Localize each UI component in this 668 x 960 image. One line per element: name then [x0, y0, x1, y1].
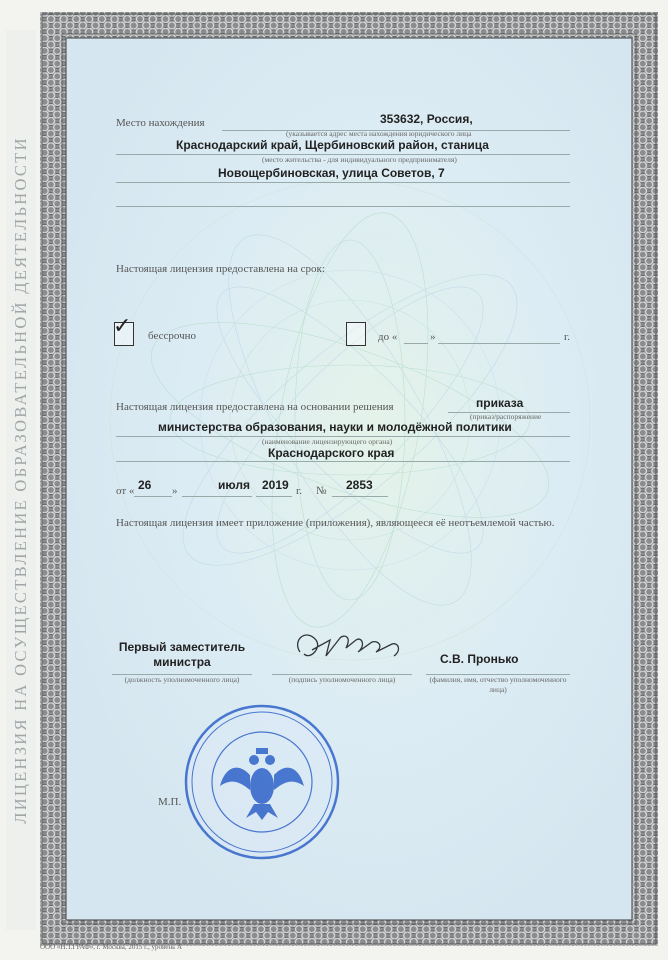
location-label: Место нахождения — [116, 117, 205, 129]
month-value: июля — [218, 478, 250, 492]
location-line-1: 353632, Россия, — [380, 112, 473, 126]
day-line — [134, 496, 172, 497]
year-value: 2019 — [262, 478, 289, 492]
date-prefix: от « — [116, 485, 135, 497]
until-mid: » — [430, 331, 436, 343]
until-checkbox[interactable] — [346, 322, 366, 346]
term-label: Настоящая лицензия предоставлена на срок: — [116, 263, 325, 275]
month-line — [182, 496, 252, 497]
signer-name: С.В. Пронько — [440, 652, 519, 666]
location-line-2: Краснодарский край, Щербиновский район, станица — [176, 138, 489, 152]
organ-caption: (наименование лицензирующего органа) — [262, 437, 393, 446]
location-caption-2: (место жительства - для индивидуального предпринимателя) — [262, 155, 457, 164]
decision-type: приказа — [476, 396, 524, 410]
printer-footer: ООО «Н.Т.ГРАФ», г. Москва, 2015 г., уровень А — [40, 943, 183, 951]
signature-image — [290, 628, 410, 670]
indefinite-label: бессрочно — [148, 330, 197, 342]
number-value: 2853 — [346, 478, 373, 492]
location-caption-1: (указывается адрес места нахождения юридического лица — [286, 129, 472, 138]
until-prefix: до « — [378, 331, 398, 343]
location-underline-3 — [116, 182, 570, 183]
basis-label: Настоящая лицензия предоставлена на основании решения — [116, 401, 394, 413]
checkmark-icon: ✓ — [113, 314, 132, 339]
organ-name: министерства образования, науки и молодёжной политики — [158, 420, 512, 434]
side-title — [6, 30, 36, 930]
year-suffix: г. — [296, 485, 303, 497]
region-line — [116, 461, 570, 462]
location-underline-4 — [116, 206, 570, 207]
position-caption: (должность уполномоченного лица) — [124, 675, 240, 684]
until-suffix: г. — [564, 331, 571, 343]
number-sign: № — [316, 485, 327, 497]
decision-caption: (приказ/распоряжение — [470, 412, 542, 421]
appendix-text: Настоящая лицензия имеет приложение (приложения), являющееся её неотъемлемой частью. — [116, 517, 555, 529]
name-caption: (фамилия, имя, отчество уполномоченного лица) — [429, 675, 567, 694]
region-name: Краснодарского края — [268, 446, 395, 460]
year-line — [256, 496, 292, 497]
signer-position: Первый заместитель министра — [118, 640, 246, 669]
official-stamp — [186, 706, 338, 858]
until-day-line — [404, 343, 428, 344]
side-title-text: ЛИЦЕНЗИЯ НА ОСУЩЕСТВЛЕНИЕ ОБРАЗОВАТЕЛЬНОЙ ДЕЯТЕЛЬНОСТИ — [11, 136, 30, 824]
day-value: 26 — [138, 478, 152, 492]
signature-caption: (подпись уполномоченного лица) — [288, 675, 396, 684]
number-line — [332, 496, 388, 497]
until-month-line — [438, 343, 560, 344]
mp-label: М.П. — [158, 796, 182, 808]
date-close: » — [172, 485, 178, 497]
location-line-3: Новощербиновская, улица Советов, 7 — [218, 166, 445, 180]
